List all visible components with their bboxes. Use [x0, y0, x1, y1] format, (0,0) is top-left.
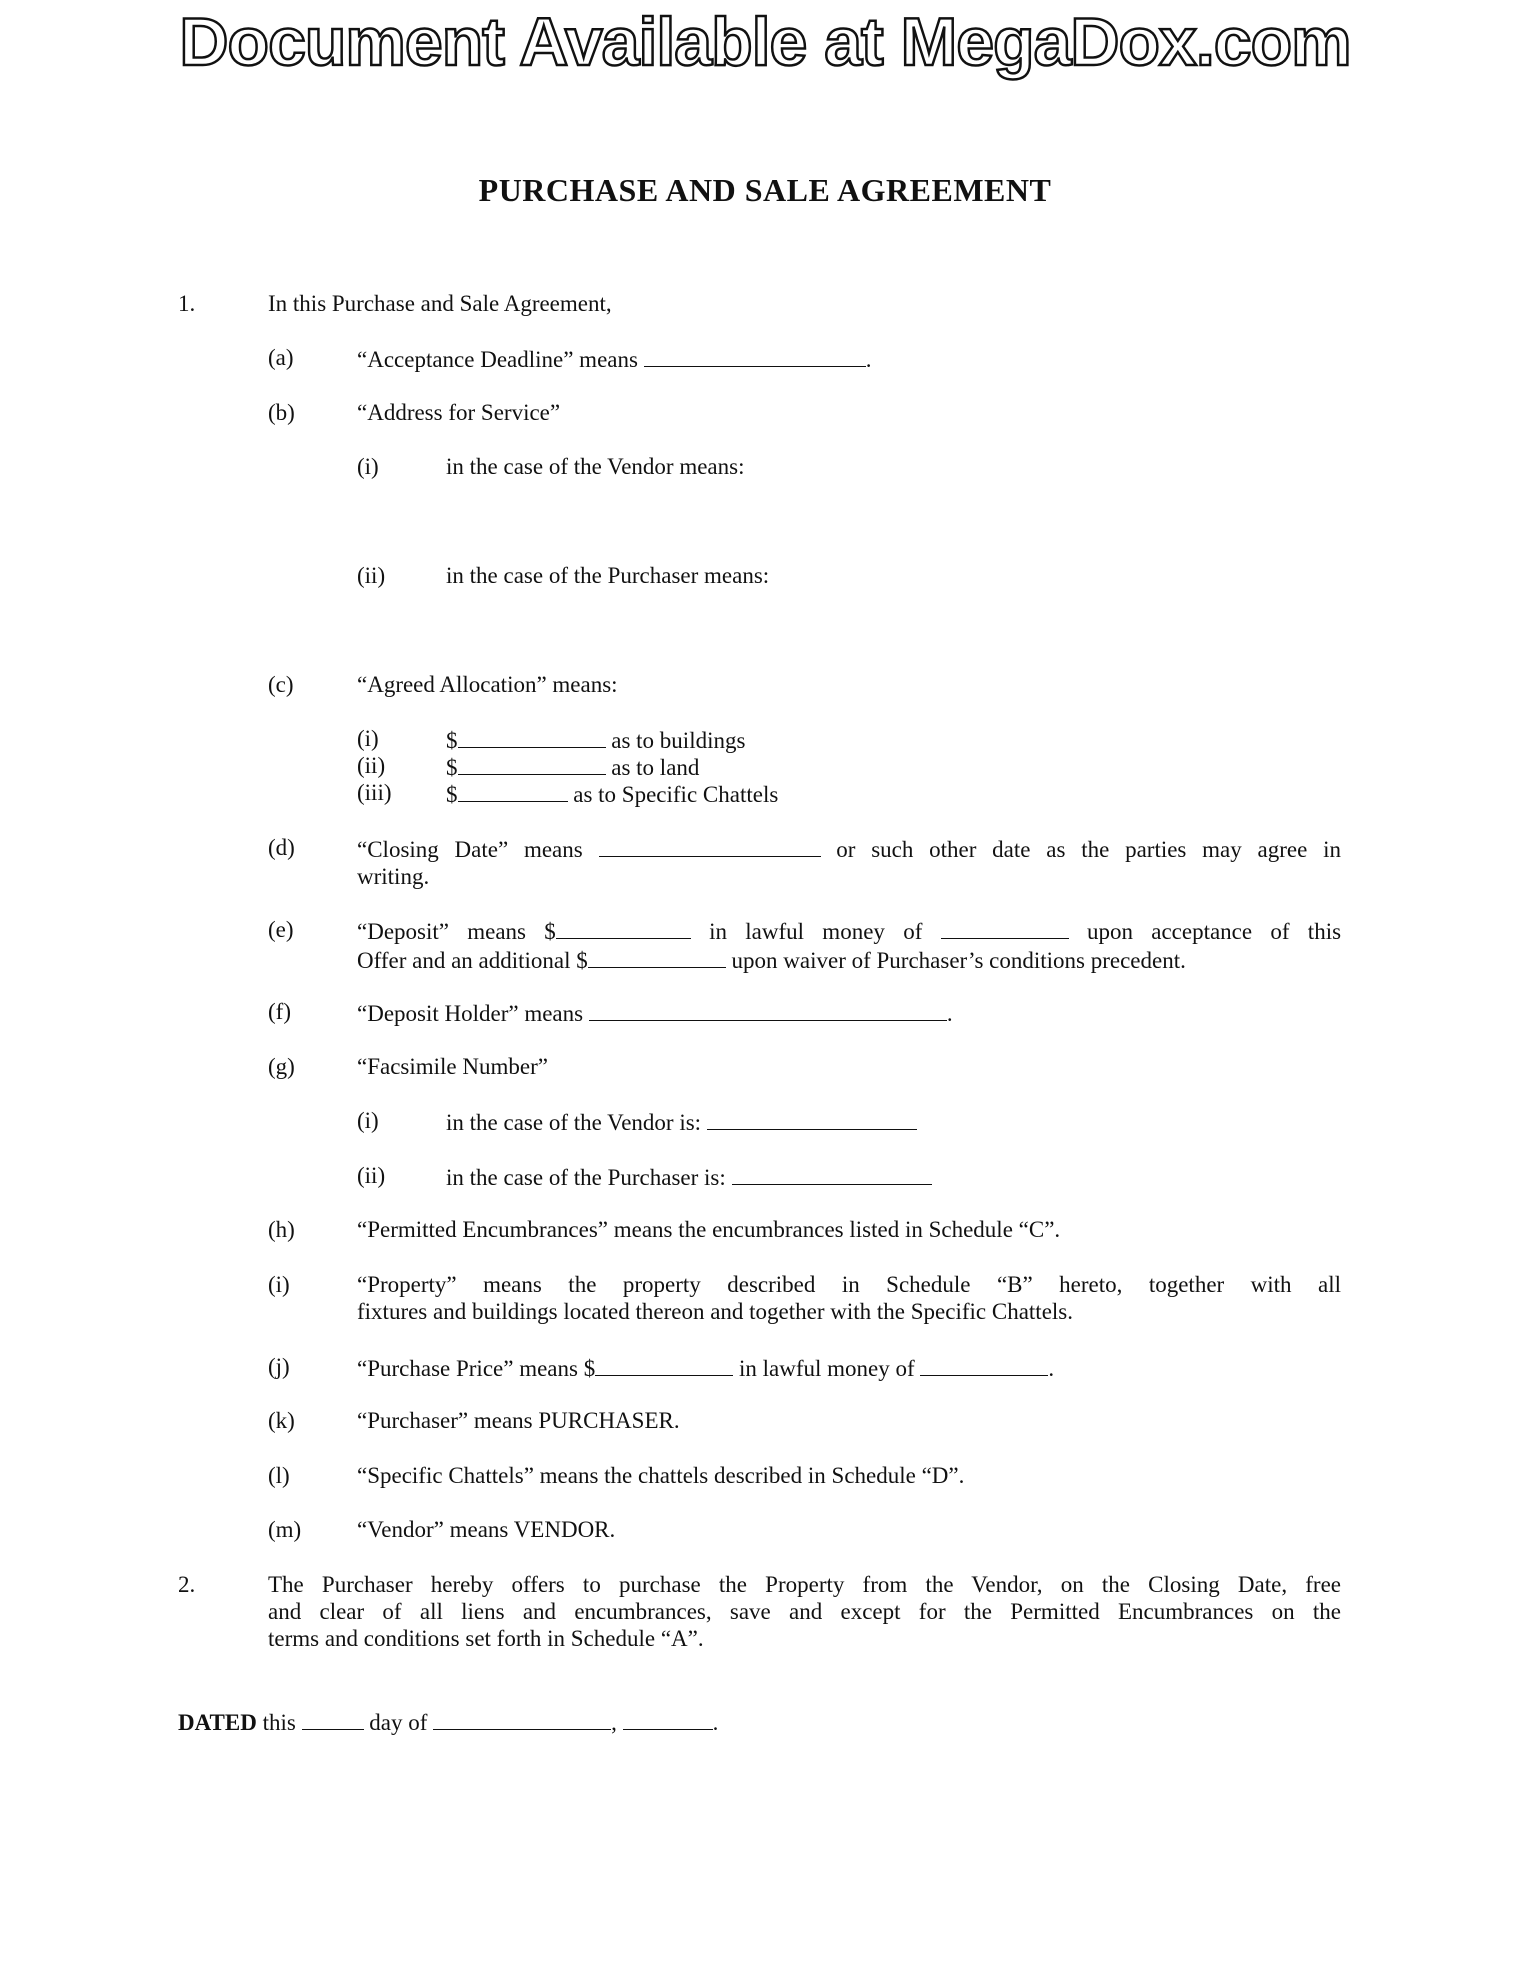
blank-field[interactable]: [588, 945, 726, 968]
dated-line: [178, 1707, 718, 1736]
clause-a: [357, 344, 871, 373]
day-blank[interactable]: [302, 1707, 364, 1730]
clause-k: “Purchaser” means PURCHASER.: [357, 1408, 680, 1433]
subclause-text: in the case of the Purchaser is:: [446, 1165, 726, 1190]
clause-text: or such other date as the parties may agree in: [836, 837, 1341, 862]
clause-label: (e): [268, 917, 294, 942]
subclause-label: (i): [357, 726, 379, 751]
subclause-label: (ii): [357, 563, 386, 588]
subclause-label: (ii): [357, 753, 386, 778]
clause-label: (i): [268, 1272, 290, 1297]
subclause-label: (i): [357, 1108, 379, 1133]
subclause-text: as to Specific Chattels: [573, 782, 779, 807]
section-2-text: [268, 1571, 1341, 1652]
blank-field[interactable]: [458, 725, 606, 748]
page-title: PURCHASE AND SALE AGREEMENT: [478, 172, 1052, 208]
section-line: and clear of all liens and encumbrances, save and except for the Permitted Encumbrances on the: [268, 1599, 1341, 1624]
clause-label: (j): [268, 1354, 290, 1379]
clause-end: .: [1048, 1356, 1055, 1381]
section-line: terms and conditions set forth in Schedule “A”.: [268, 1626, 704, 1651]
blank-field[interactable]: [732, 1162, 932, 1185]
clause-g: “Facsimile Number”: [357, 1054, 548, 1079]
clause-f: [357, 998, 953, 1027]
blank-field[interactable]: [595, 1353, 733, 1376]
fax-vendor: [446, 1107, 917, 1136]
clause-end: .: [946, 1001, 953, 1026]
clause-label: (c): [268, 672, 294, 697]
clause-j: [357, 1353, 1054, 1382]
subclause-text: as to buildings: [611, 728, 746, 753]
subclause-text: in the case of the Vendor is:: [446, 1110, 702, 1135]
subclause-label: (i): [357, 454, 379, 479]
clause-label: (f): [268, 999, 291, 1024]
allocation-land: [446, 752, 699, 781]
clause-label: (b): [268, 400, 295, 425]
year-blank[interactable]: [623, 1707, 713, 1730]
clause-text: “Purchase Price” means $: [357, 1356, 596, 1381]
blank-field[interactable]: [644, 344, 866, 367]
dated-separator: ,: [611, 1710, 617, 1735]
clause-label: (g): [268, 1054, 295, 1079]
clause-text: “Deposit Holder” means: [357, 1001, 584, 1026]
clause-text: “Acceptance Deadline” means: [357, 347, 638, 372]
blank-field[interactable]: [599, 834, 821, 857]
clause-text: in lawful money of: [709, 919, 923, 944]
clause-e: [357, 916, 1341, 974]
subclause-text: in the case of the Purchaser means:: [446, 563, 770, 588]
clause-d: [357, 834, 1341, 890]
currency-symbol: $: [446, 755, 458, 780]
clause-text: Offer and an additional $: [357, 948, 588, 973]
clause-label: (m): [268, 1517, 302, 1542]
clause-label: (k): [268, 1408, 295, 1433]
currency-symbol: $: [446, 782, 458, 807]
clause-h: “Permitted Encumbrances” means the encumbrances listed in Schedule “C”.: [357, 1217, 1061, 1242]
clause-text: writing.: [357, 864, 430, 889]
clause-label: (l): [268, 1463, 290, 1488]
allocation-chattels: [446, 779, 778, 808]
clause-b: “Address for Service”: [357, 400, 561, 425]
clause-text: “Deposit” means $: [357, 919, 556, 944]
clause-l: “Specific Chattels” means the chattels described in Schedule “D”.: [357, 1463, 965, 1488]
allocation-buildings: [446, 725, 745, 754]
clause-i: [357, 1271, 1341, 1325]
blank-field[interactable]: [941, 916, 1069, 939]
blank-field[interactable]: [458, 779, 568, 802]
dated-label: DATED: [178, 1710, 257, 1735]
fax-purchaser: [446, 1162, 932, 1191]
clause-text: in lawful money of: [738, 1356, 915, 1381]
clause-end: .: [865, 347, 872, 372]
section-number: 2.: [178, 1572, 196, 1597]
section-line: The Purchaser hereby offers to purchase the Property from the Vendor, on the Closing Date, free: [268, 1572, 1341, 1597]
clause-label: (d): [268, 835, 295, 860]
blank-field[interactable]: [589, 998, 947, 1021]
clause-m: “Vendor” means VENDOR.: [357, 1517, 616, 1542]
dated-text: this: [262, 1710, 296, 1735]
clause-label: (h): [268, 1217, 295, 1242]
section-number: 1.: [178, 291, 196, 316]
dated-end: .: [712, 1710, 719, 1735]
clause-text: upon acceptance of this: [1086, 919, 1342, 944]
clause-label: (a): [268, 345, 294, 370]
dated-text: day of: [369, 1710, 428, 1735]
subclause-text: in the case of the Vendor means:: [446, 454, 745, 479]
blank-field[interactable]: [707, 1107, 917, 1130]
subclause-label: (iii): [357, 780, 392, 805]
clause-text: fixtures and buildings located thereon and together with the Specific Chattels.: [357, 1299, 1073, 1324]
watermark-banner: Document Available at MegaDox.com: [179, 4, 1351, 80]
clause-text: “Closing Date” means: [357, 837, 583, 862]
clause-text: upon waiver of Purchaser’s conditions precedent.: [731, 948, 1186, 973]
section-intro: In this Purchase and Sale Agreement,: [268, 291, 612, 316]
clause-c: “Agreed Allocation” means:: [357, 672, 618, 697]
month-blank[interactable]: [433, 1707, 611, 1730]
clause-text: “Property” means the property described in Schedule “B” hereto, together with all: [357, 1272, 1341, 1297]
subclause-label: (ii): [357, 1163, 386, 1188]
subclause-text: as to land: [611, 755, 700, 780]
blank-field[interactable]: [556, 916, 691, 939]
blank-field[interactable]: [920, 1353, 1048, 1376]
currency-symbol: $: [446, 728, 458, 753]
blank-field[interactable]: [458, 752, 606, 775]
